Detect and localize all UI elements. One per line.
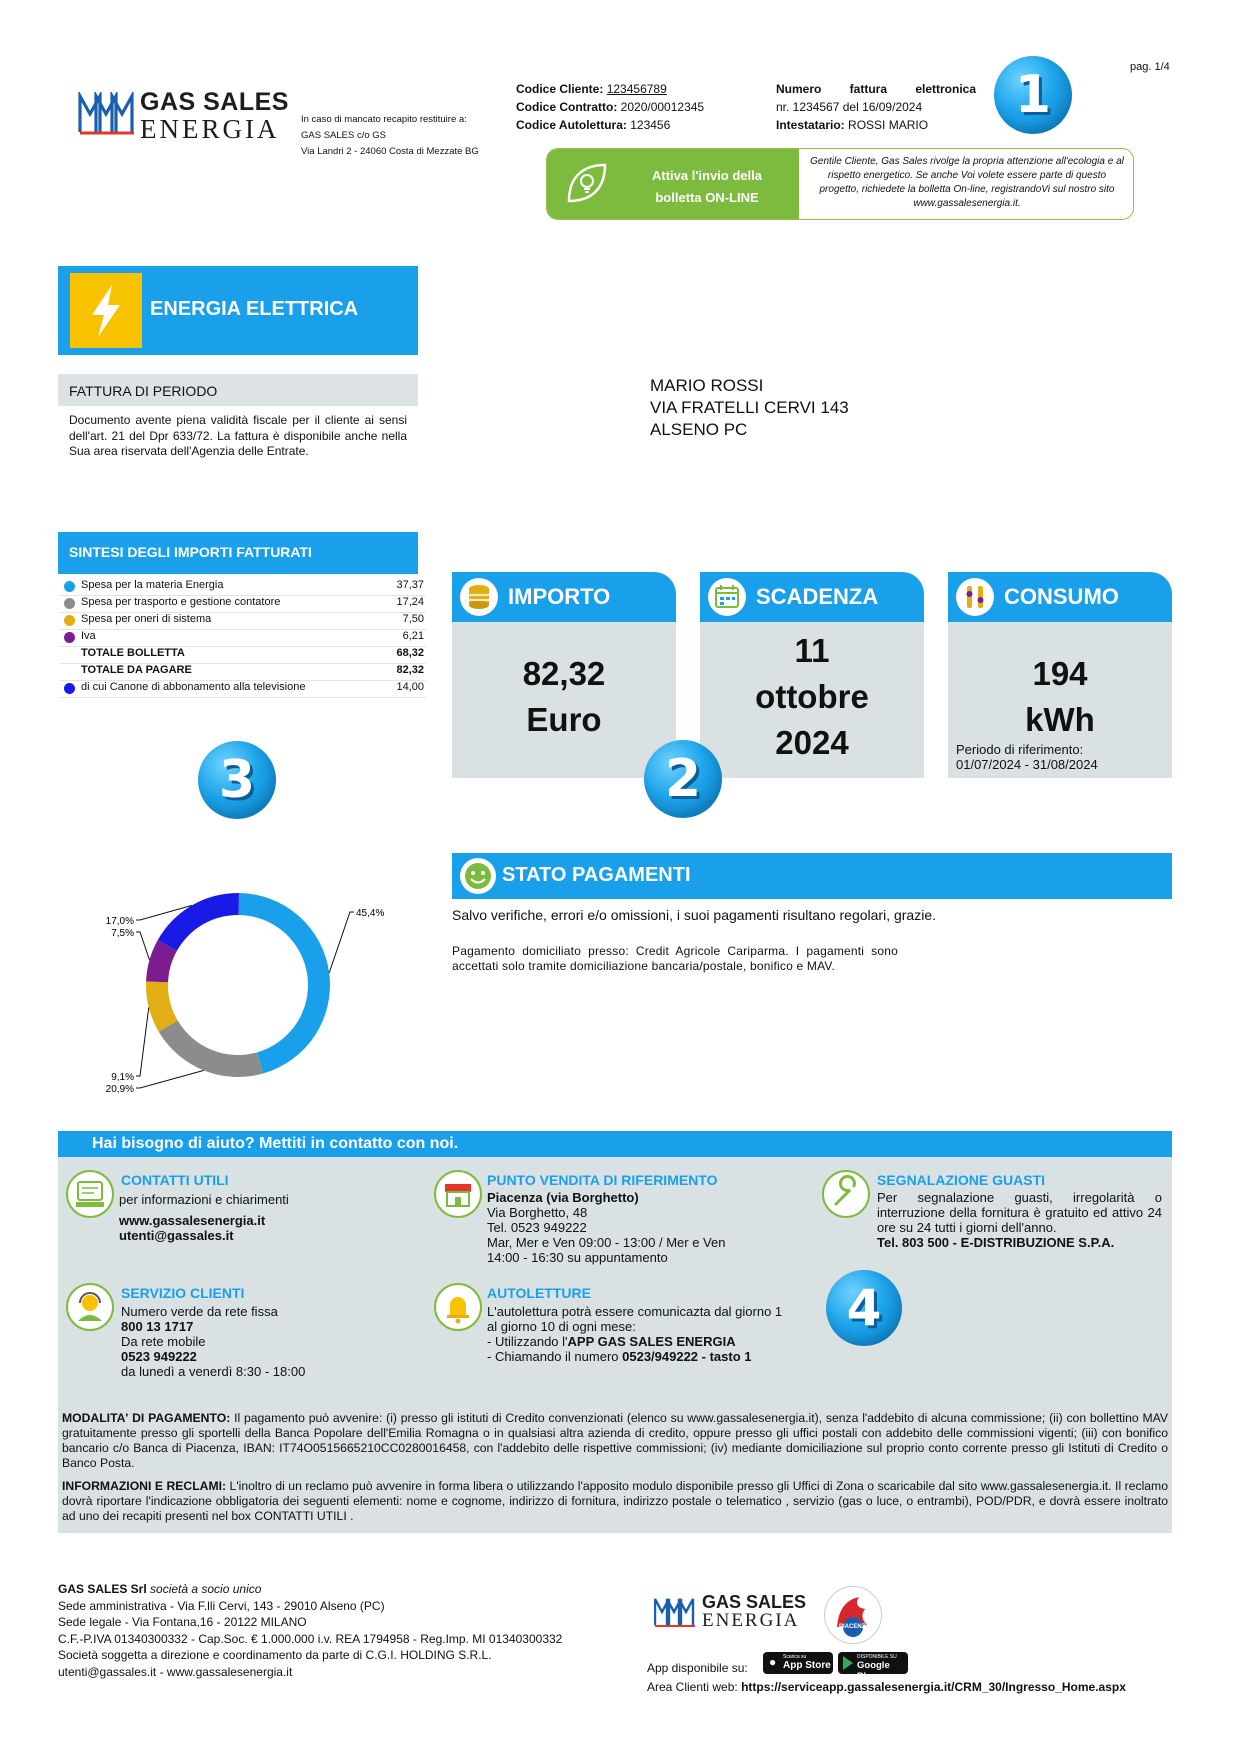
service-title: SERVIZIO CLIENTI [121, 1285, 245, 1301]
summary-title: SINTESI DEGLI IMPORTI FATTURATI [69, 544, 312, 560]
footer-logo [654, 1590, 814, 1636]
service-line: Da rete mobile [121, 1334, 206, 1349]
summary-value: 14,00 [396, 681, 424, 693]
return-address [301, 112, 479, 160]
badge-3: 3 [198, 741, 276, 819]
online-bill-text: Gentile Cliente, Gas Sales rivolge la propria attenzione all'ecologia e al rispetto energetico. Se anche Voi volete essere parte di questo progetto, richiedete la bolletta On-line, registrandoVi sul nostro sito www.gassalesenergia.it. [810, 156, 1124, 209]
footer-brand-mark-icon [654, 1596, 698, 1628]
bell-icon [434, 1283, 482, 1331]
app-label: App disponibile su: [647, 1661, 748, 1675]
online-bill-cta[interactable] [547, 149, 799, 219]
company-line: Società soggetta a direzione e coordinamento da parte di C.G.I. HOLDING S.R.L. [58, 1648, 492, 1662]
summary-value: 68,32 [396, 647, 424, 659]
consumo-label: CONSUMO [1004, 584, 1119, 609]
code-autolettura-value: 123456 [630, 118, 671, 132]
summary-label: TOTALE BOLLETTA [81, 647, 185, 659]
invoice-number-value: nr. 1234567 del 16/09/2024 [776, 100, 923, 114]
recipient-name: MARIO ROSSI [650, 376, 764, 395]
importo-header [452, 572, 676, 622]
legend-dot [64, 683, 75, 694]
donut-label: 45,4% [356, 908, 385, 919]
holder-label: Intestatario: [776, 118, 845, 132]
energy-header [58, 266, 418, 355]
contacts-text [119, 1192, 289, 1243]
scadenza-year: 2024 [775, 724, 849, 761]
donut-label: 7,5% [111, 928, 134, 939]
company-line: Sede legale - Via Fontana,16 - 20122 MILANO [58, 1615, 307, 1629]
invoice-info [776, 80, 976, 134]
summary-label: Spesa per la materia Energia [81, 579, 224, 591]
donut-slice [159, 1021, 263, 1077]
lightning-icon [70, 273, 142, 348]
selfreading-text: L'autolettura potrà essere comunicazta dal giorno 1 al giorno 10 di ogni mese: - Utilizzando l'APP GAS SALES ENERGIA - Chiamando il numero 0523/949222 - tasto 1 [487, 1304, 783, 1364]
faults-title: SEGNALAZIONE GUASTI [877, 1172, 1046, 1188]
help-header [58, 1131, 1172, 1157]
consumo-header [948, 572, 1172, 622]
badge-1: 1 [994, 56, 1072, 134]
sponsor-logo [824, 1586, 882, 1644]
summary-header [58, 532, 418, 574]
summary-label: Iva [81, 630, 96, 642]
contacts-title: CONTATTI UTILI [121, 1172, 229, 1188]
brand-name-line2: ENERGIA [140, 114, 280, 144]
payments-title: STATO PAGAMENTI [502, 864, 691, 886]
donut-slice [239, 893, 330, 1074]
importo-amount: 82,32 [522, 655, 606, 692]
scadenza-box [700, 622, 924, 778]
payment-methods-text: MODALITA' DI PAGAMENTO: Il pagamento può avvenire: (i) presso gli istituti di Credito convenzionati (elenco su www.gassalesenergia.it), senza l'addebito di alcuna commissione; (ii) con bollettino MAV gratuitamente presso gli sportelli della Banca Popolare dell'Emilia Romagna o in qualsiasi altra azienda di credito, oppure presso gli uffici postali con addebito delle commissioni vigenti; (iii) con bonifico bancario c/o Banca di Piacenza, IBAN: IT74O0515665210CC0280016458, con l'addebito delle rispettive commissioni; (iv) mediante domiciliazione sul proprio conto corrente presso gli Istituti di Credito o Banco Posta. [62, 1411, 1169, 1470]
company-line: C.F.-P.IVA 01340300332 - Cap.Soc. € 1.000.000 i.v. REA 1794958 - Reg.Imp. MI 01340300332 [58, 1631, 563, 1646]
consumo-box [948, 622, 1172, 778]
shop-hours: 14:00 - 16:30 su appuntamento [487, 1250, 668, 1265]
scadenza-month: ottobre [755, 678, 869, 715]
company-name: GAS SALES Srl [58, 1582, 147, 1596]
leaf-bulb-icon [563, 161, 609, 207]
legend-dot [64, 581, 75, 592]
shop-icon [434, 1170, 482, 1218]
summary-label: Spesa per trasporto e gestione contatore [81, 596, 281, 608]
wrench-icon [822, 1170, 870, 1218]
contacts-line: per informazioni e chiarimenti [119, 1192, 289, 1207]
client-area-label: Area Clienti web: [647, 1680, 738, 1694]
period-header [58, 374, 418, 406]
summary-value: 7,50 [402, 613, 424, 625]
selfreading-app: APP GAS SALES ENERGIA [567, 1334, 736, 1349]
legend-dot [64, 615, 75, 626]
brand-logo [70, 84, 298, 146]
return-address-line: In caso di mancato recapito restituire a: [301, 114, 467, 125]
energy-title: ENERGIA ELETTRICA [150, 298, 359, 320]
scadenza-label: SCADENZA [756, 584, 879, 609]
summary-label: TOTALE DA PAGARE [81, 664, 192, 676]
calendar-icon [708, 578, 746, 616]
shop-name: Piacenza (via Borghetto) [487, 1190, 639, 1205]
reference-period-value: 01/07/2024 - 31/08/2024 [956, 757, 1098, 772]
summary-value: 6,21 [402, 630, 424, 642]
client-area-link[interactable]: https://serviceapp.gassalesenergia.it/CRM_30/Ingresso_Home.aspx [741, 1680, 1126, 1694]
donut-slice [158, 893, 239, 951]
footer-brand-line2: ENERGIA [702, 1610, 800, 1631]
code-contratto-value: 2020/00012345 [620, 100, 705, 114]
summary-value: 17,24 [396, 596, 424, 608]
summary-row [60, 646, 426, 664]
footer-brand-line1: GAS SALES [702, 1592, 807, 1612]
company-info [58, 1581, 562, 1680]
period-text: Documento avente piena validità fiscale per il cliente ai sensi dell'art. 21 del Dpr 633/72. La fattura è disponibile anche nella Sua area riservata dell'Agenzia delle Entrate. [69, 413, 407, 458]
shop-title: PUNTO VENDITA DI RIFERIMENTO [487, 1172, 718, 1188]
page-number: pag. 1/4 [1130, 61, 1170, 73]
payments-status-text: Salvo verifiche, errori e/o omissioni, i suoi pagamenti risultano regolari, grazie. [452, 907, 936, 923]
return-address-line: Via Landri 2 - 24060 Costa di Mezzate BG [301, 146, 479, 157]
contacts-website[interactable]: www.gassalesenergia.it [119, 1213, 266, 1228]
app-store-badge[interactable]: ● Scarica su App Store [763, 1652, 833, 1674]
selfreading-phone: 0523/949222 - tasto 1 [622, 1349, 752, 1364]
customer-service-icon [66, 1283, 114, 1331]
summary-row [60, 680, 426, 698]
coins-icon [460, 578, 498, 616]
selfreading-line: al giorno 10 di ogni mese: [487, 1319, 636, 1334]
shop-phone: Tel. 0523 949222 [487, 1220, 587, 1235]
summary-value: 37,37 [396, 579, 424, 591]
consumo-value: 194 [1032, 655, 1088, 692]
selfreading-title: AUTOLETTURE [487, 1285, 591, 1301]
client-area [647, 1680, 1126, 1694]
payment-methods-label: MODALITA' DI PAGAMENTO: [62, 1411, 231, 1425]
code-cliente-label: Codice Cliente: [516, 82, 604, 96]
badge-4: 4 [826, 1270, 902, 1346]
summary-row [60, 663, 426, 681]
reference-period [956, 742, 1098, 772]
period-title: FATTURA DI PERIODO [69, 383, 218, 399]
online-cta-line2: bolletta ON-LINE [655, 190, 759, 205]
selfreading-line: L'autolettura potrà essere comunicazta dal giorno 1 [487, 1304, 783, 1319]
google-play-badge[interactable]: DISPONIBILE SU Google Play [838, 1652, 908, 1674]
reference-period-label: Periodo di riferimento: [956, 742, 1084, 757]
summary-label: di cui Canone di abbonamento alla televisione [81, 681, 306, 693]
shop-hours: Mar, Mer e Ven 09:00 - 13:00 / Mer e Ven [487, 1235, 726, 1250]
complaints-text: INFORMAZIONI E RECLAMI: L'inoltro di un reclamo può avvenire in forma libera o utilizzando l'apposito modulo disponibile presso gli Uffici di Zona o scaricabile dal sito www.gassalesenergia.it. Il reclamo dovrà riportare l'indicazione obbligatoria dei seguenti elementi: nome e cognome, indirizzo di fornitura, indirizzo postale o telematico , servizio (gas o luce, o entrambi), POD/PDR, e dovrà essere inoltrato ad uno dei recapiti presenti nel box CONTATTI UTILI . [62, 1479, 1168, 1523]
donut-label: 17,0% [105, 916, 134, 927]
summary-row [60, 595, 426, 613]
payments-header [452, 853, 1172, 899]
apple-icon: ● [769, 1655, 777, 1669]
consumo-unit: kWh [1025, 701, 1095, 738]
invoice-number-label: Numero fattura elettronica [776, 82, 976, 96]
service-text [121, 1304, 305, 1379]
brand-mark-icon [78, 92, 138, 136]
online-cta-line1: Attiva l'invio della [651, 168, 762, 183]
donut-label: 20,9% [105, 1084, 134, 1095]
importo-label: IMPORTO [508, 584, 611, 609]
donut-leader-line [136, 1070, 204, 1088]
company-contacts: utenti@gassales.it - www.gassalesenergia.it [58, 1664, 293, 1679]
faults-description: Per segnalazione guasti, irregolarità o interruzione della fornitura è gratuito ed attivo 24 ore su 24 tutti i giorni dell'anno. [877, 1190, 1162, 1235]
code-cliente-value: 123456789 [606, 82, 667, 96]
code-autolettura-label: Codice Autolettura: [516, 118, 627, 132]
complaints-label: INFORMAZIONI E RECLAMI: [62, 1479, 227, 1493]
customer-codes [516, 80, 704, 134]
play-icon [843, 1656, 853, 1670]
smiley-icon [460, 858, 496, 894]
summary-row [60, 578, 426, 596]
meter-icon [956, 578, 994, 616]
recipient-city: ALSENO PC [650, 420, 748, 439]
code-contratto-label: Codice Contratto: [516, 100, 618, 114]
return-address-line: GAS SALES c/o GS [301, 130, 387, 141]
importo-box [452, 622, 676, 778]
scadenza-header [700, 572, 924, 622]
service-hours: da lunedì a venerdì 8:30 - 18:00 [121, 1364, 306, 1379]
cost-donut-chart [60, 870, 390, 1110]
legend-dot [64, 598, 75, 609]
summary-row [60, 612, 426, 630]
faults-phone: Tel. 803 500 - E-DISTRIBUZIONE S.P.A. [877, 1235, 1115, 1250]
shop-text [487, 1190, 725, 1265]
help-title: Hai bisogno di aiuto? Mettiti in contatto con noi. [92, 1135, 459, 1152]
payments-method-text: Pagamento domiciliato presso: Credit Agricole Cariparma. I pagamenti sono accettati solo tramite domiciliazione bancaria/postale, bonifico e MAV. [452, 944, 898, 973]
online-bill-banner [546, 148, 1134, 220]
holder-value: ROSSI MARIO [848, 118, 929, 132]
recipient-street: VIA FRATELLI CERVI 143 [650, 398, 849, 417]
sponsor-text: PIACENZA [839, 1624, 870, 1630]
badge-2: 2 [644, 740, 722, 818]
contacts-email[interactable]: utenti@gassales.it [119, 1228, 234, 1243]
brand-name-line1: GAS SALES [140, 88, 289, 116]
service-mobile: 0523 949222 [121, 1349, 197, 1364]
faults-text [877, 1190, 1162, 1250]
importo-currency: Euro [526, 701, 602, 738]
shop-address: Via Borghetto, 48 [487, 1205, 588, 1220]
service-line: Numero verde da rete fissa [121, 1304, 278, 1319]
donut-label: 9,1% [111, 1072, 134, 1083]
scadenza-day: 11 [794, 632, 830, 669]
donut-leader-line [136, 932, 149, 960]
contacts-icon [66, 1170, 114, 1218]
donut-leader-line [136, 1007, 149, 1076]
legend-dot [64, 632, 75, 643]
recipient-address [650, 375, 849, 441]
donut-leader-line [329, 912, 354, 973]
summary-value: 82,32 [396, 664, 424, 676]
service-toll-free: 800 13 1717 [121, 1319, 194, 1334]
summary-label: Spesa per oneri di sistema [81, 613, 212, 625]
summary-row [60, 629, 426, 647]
company-type: società a socio unico [146, 1582, 262, 1596]
company-line: Sede amministrativa - Via F.lli Cervi, 143 - 29010 Alseno (PC) [58, 1598, 385, 1613]
